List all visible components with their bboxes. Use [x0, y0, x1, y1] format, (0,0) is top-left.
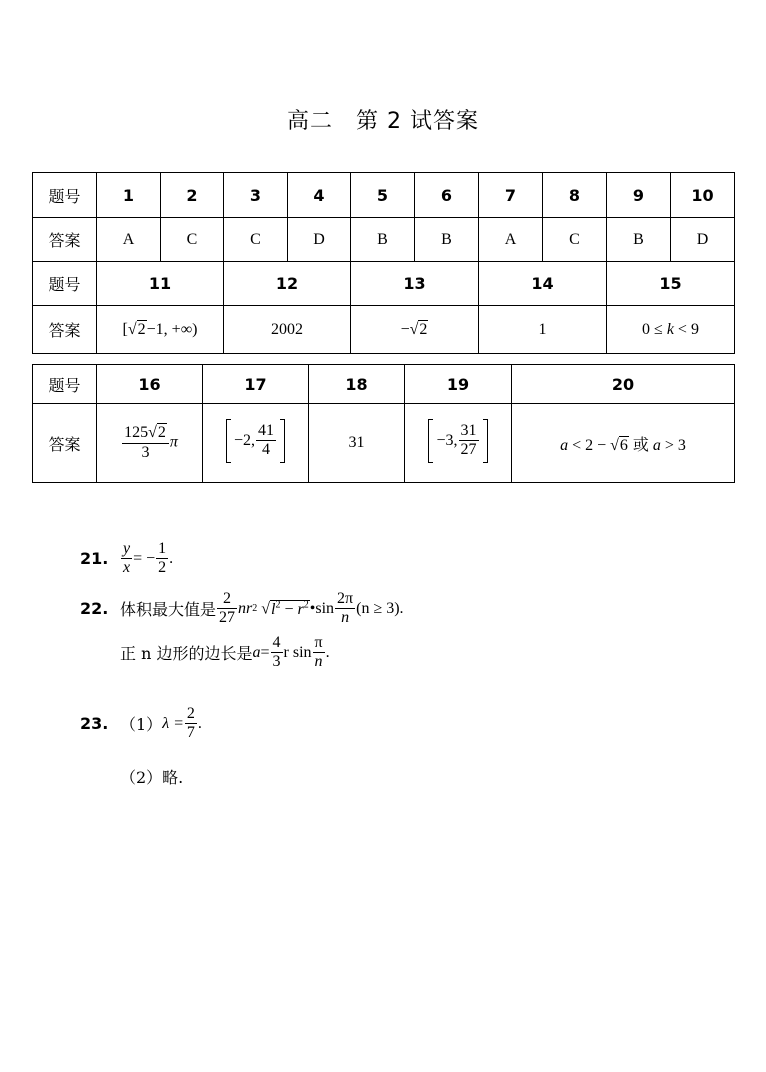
part-label: （2）略.	[120, 767, 184, 787]
answer-table-1	[32, 172, 735, 354]
question-number: 7	[479, 173, 543, 218]
fraction	[217, 590, 237, 628]
solution-21	[80, 540, 173, 578]
inequality-end: > 3	[660, 436, 686, 454]
numerator: 31	[460, 421, 477, 439]
variable: r	[297, 600, 304, 618]
minus-sign: −	[400, 320, 410, 338]
sqrt-expression: √2	[409, 320, 428, 338]
operator: −	[280, 600, 298, 618]
solution-23	[80, 705, 202, 788]
question-number: 10	[671, 173, 735, 218]
radicand: 6	[619, 436, 628, 454]
denominator: n	[313, 652, 325, 671]
question-number: 18	[309, 365, 405, 404]
left-bracket	[428, 419, 433, 463]
row-label-answer: 答案	[33, 404, 97, 483]
solution-line	[80, 590, 404, 628]
inequality-right: < 9	[673, 320, 699, 338]
answer-cell: B	[607, 218, 671, 262]
radicand: 2	[157, 424, 166, 442]
inequality-left: 0 ≤	[642, 320, 667, 338]
answer-cell-16	[97, 404, 203, 483]
fraction	[185, 705, 197, 743]
answer-cell: D	[288, 218, 351, 262]
part-label: （1）	[120, 715, 163, 735]
variable: k	[666, 320, 674, 338]
fraction	[313, 634, 325, 672]
table-row	[33, 173, 735, 218]
solution-line	[80, 705, 202, 743]
solution-text: 体积最大值是	[120, 600, 217, 620]
exponent: 2	[275, 599, 281, 611]
answer-cell: A	[97, 218, 161, 262]
solution-line	[80, 540, 173, 578]
row-label-question: 题号	[33, 173, 97, 218]
answer-cell: A	[479, 218, 543, 262]
bracketed-interval	[226, 419, 285, 463]
numerator: 2	[223, 590, 232, 607]
denominator: x	[123, 559, 131, 577]
answer-cell-17	[203, 404, 309, 483]
solution-line	[80, 634, 404, 672]
question-number: 1	[97, 173, 161, 218]
table-row	[33, 218, 735, 262]
fraction	[121, 540, 132, 578]
row-label-question: 题号	[33, 262, 97, 306]
period: .	[197, 714, 202, 732]
fraction	[459, 422, 479, 460]
radicand	[270, 600, 310, 618]
denominator: 2	[158, 559, 167, 577]
variable: l	[271, 600, 276, 618]
answer-cell-11	[97, 306, 224, 354]
variable: a	[560, 436, 569, 454]
question-number: 8	[543, 173, 607, 218]
numerator	[122, 424, 169, 442]
solution-22	[80, 590, 404, 672]
page-title: 高二 第 2 试答案	[287, 109, 479, 134]
condition: (n ≥ 3).	[356, 599, 404, 617]
period: .	[325, 643, 330, 661]
sqrt-expression: √6	[610, 436, 628, 454]
interval-start: −2,	[233, 431, 256, 449]
equals: = −	[133, 549, 156, 567]
pi-symbol: π	[169, 433, 178, 451]
period: .	[169, 549, 174, 567]
numerator: 41	[258, 421, 275, 439]
right-bracket	[483, 419, 488, 463]
answer-cell-14: 1	[479, 306, 607, 354]
table-row	[33, 306, 735, 354]
answer-cell: B	[415, 218, 479, 262]
question-number: 20	[512, 365, 735, 404]
row-label-answer: 答案	[33, 218, 97, 262]
sqrt-expression: √2	[148, 424, 166, 442]
variable: a	[652, 436, 661, 454]
expression: r sin	[283, 643, 312, 661]
table-row	[33, 365, 735, 404]
row-label-question: 题号	[33, 365, 97, 404]
equals: =	[260, 643, 270, 661]
exponent: 2	[252, 603, 258, 615]
denominator: 7	[186, 724, 195, 742]
question-number: 6	[415, 173, 479, 218]
numerator: 4	[272, 633, 281, 651]
answer-cell-20	[512, 404, 735, 483]
right-bracket	[280, 419, 285, 463]
variable: a	[252, 643, 261, 661]
radicand: 2	[137, 320, 146, 338]
answer-cell-15	[607, 306, 735, 354]
question-number: 2	[161, 173, 224, 218]
open-bracket: [	[122, 320, 128, 338]
table-row	[33, 262, 735, 306]
expression: λ =	[162, 714, 184, 732]
answer-cell-19	[405, 404, 512, 483]
question-label: 22.	[80, 599, 109, 619]
numerator: 1	[158, 540, 167, 557]
numerator: π	[314, 633, 323, 651]
denominator: n	[335, 608, 355, 627]
fraction	[335, 590, 355, 628]
question-number: 9	[607, 173, 671, 218]
numerator: y	[123, 540, 131, 557]
answer-cell: C	[543, 218, 607, 262]
question-number: 3	[224, 173, 288, 218]
left-bracket	[226, 419, 231, 463]
question-number: 5	[351, 173, 415, 218]
denominator: 27	[460, 441, 477, 458]
radicand: 2	[419, 320, 428, 338]
denominator: 27	[219, 609, 236, 627]
sqrt-expression: $√l^2 - r^2$	[257, 599, 309, 618]
answer-cell-18: 31	[309, 404, 405, 483]
exponent: 2	[303, 599, 309, 611]
table-row	[33, 404, 735, 483]
denominator: 3	[122, 443, 169, 462]
sqrt-expression: √2	[127, 320, 146, 338]
question-label: 21.	[80, 549, 109, 569]
question-number: 19	[405, 365, 512, 404]
denominator: 3	[272, 653, 281, 671]
coefficient: 125	[124, 424, 149, 442]
question-number: 4	[288, 173, 351, 218]
answer-cell-13	[351, 306, 479, 354]
question-number: 14	[479, 262, 607, 306]
answer-table-2	[32, 364, 735, 483]
interval-rest: −1, +∞)	[146, 320, 198, 338]
numerator: 2π	[337, 590, 354, 607]
inequality-mid: < 2 −	[568, 436, 611, 454]
answer-cell-12: 2002	[224, 306, 351, 354]
question-number: 17	[203, 365, 309, 404]
fraction	[122, 424, 169, 462]
question-number: 13	[351, 262, 479, 306]
question-label: 23.	[80, 714, 109, 734]
fraction	[156, 540, 168, 578]
solution-line	[80, 765, 202, 788]
or-word: 或	[628, 436, 653, 454]
numerator: 2	[186, 705, 195, 722]
fraction	[256, 422, 276, 460]
fraction	[271, 634, 283, 672]
question-number: 11	[97, 262, 224, 306]
question-number: 15	[607, 262, 735, 306]
answer-cell: C	[161, 218, 224, 262]
solution-text: 正 n 边形的边长是	[120, 644, 253, 664]
dot-sin: •sin	[309, 599, 335, 617]
row-label-answer: 答案	[33, 306, 97, 354]
answer-cell: C	[224, 218, 288, 262]
question-number: 16	[97, 365, 203, 404]
question-number: 12	[224, 262, 351, 306]
bracketed-interval	[428, 419, 487, 463]
expression: nr	[238, 599, 253, 617]
interval-start: −3,	[436, 431, 458, 449]
answer-cell: B	[351, 218, 415, 262]
denominator: 4	[256, 440, 276, 459]
answer-cell: D	[671, 218, 735, 262]
